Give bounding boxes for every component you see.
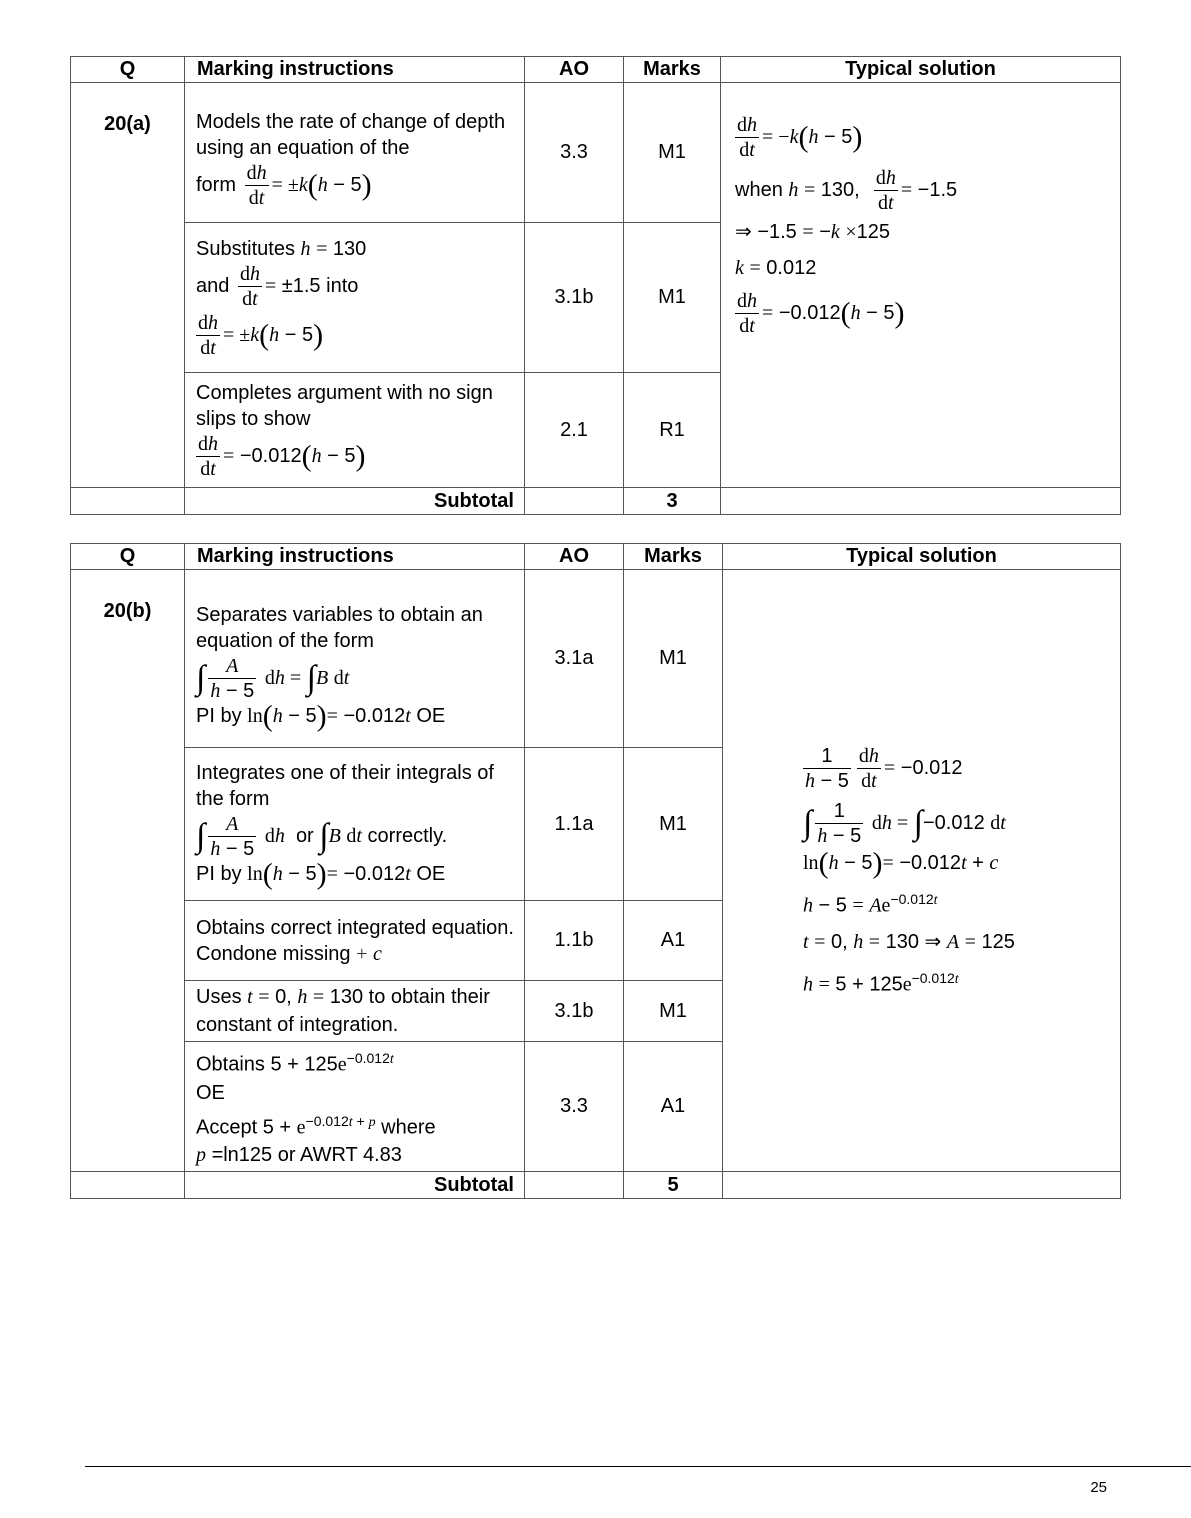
solution-line: ⇒ −1.5 = −k ×125 [735, 221, 891, 243]
instruction-text: Completes argument with no sign slips to show [196, 381, 493, 430]
mark-value: A1 [624, 901, 723, 981]
instruction-text: Separates variables to obtain an equation of the form [196, 603, 483, 652]
solution-text: when [735, 178, 783, 201]
header-marking-instructions: Marking instructions [185, 544, 525, 570]
instruction-text: Obtains [196, 1053, 265, 1076]
subtotal-row [71, 488, 1121, 515]
instruction-text: Condone missing [196, 942, 351, 965]
ao-value: 3.3 [525, 83, 624, 223]
instruction-cell: Obtains $5 + 125e^{-0.012t}$ OE Accept $5 + e^{-0.012t + p}$ where p =ln125 or AWRT 4.83 [185, 1042, 525, 1172]
instruction-text: into [326, 274, 359, 297]
instruction-cell [185, 83, 525, 223]
instruction-text: Obtains correct integrated equation. [196, 916, 514, 939]
solution-line: $h - 5 = Ae^{-0.012t}$ [803, 891, 938, 918]
mark-value: A1 [624, 1042, 723, 1172]
header-q: Q [71, 57, 185, 83]
instruction-text: Substitutes [196, 237, 295, 260]
marking-table-20b [70, 543, 1121, 1199]
instruction-text: to obtain their constant of integration. [196, 986, 490, 1036]
subtotal-value: 3 [624, 488, 721, 515]
instruction-cell: Obtains correct integrated equation. Condone missing + c [185, 901, 525, 981]
empty-cell [525, 488, 624, 515]
subtotal-label: Subtotal [185, 488, 525, 515]
instruction-text: OE [416, 704, 446, 727]
ao-value: 3.3 [525, 1042, 624, 1172]
ao-value: 2.1 [525, 373, 624, 488]
instruction-text: correctly. [367, 824, 448, 847]
typical-solution-cell [723, 570, 1121, 1172]
header-ao: AO [525, 57, 624, 83]
instruction-cell: Completes argument with no sign slips to show $\frac{dh}{dt}$ = −0.012(h − 5) [185, 373, 525, 488]
instruction-cell: Uses t = 0, h = 130 to obtain their constant of integration. [185, 981, 525, 1042]
subtotal-row [71, 1172, 1121, 1199]
instruction-text: OE [196, 1081, 225, 1104]
empty-cell [723, 1172, 1121, 1199]
instruction-text: Accept [196, 1116, 258, 1139]
mark-value: M1 [624, 981, 723, 1042]
empty-cell [721, 488, 1121, 515]
ao-value: 3.1a [525, 570, 624, 748]
instruction-text: Integrates one of their integrals of the form [196, 762, 494, 811]
solution-line: when h = 130, $\frac{dh}{dt}$ = −1.5 [735, 167, 958, 214]
header-typical-solution: Typical solution [723, 544, 1121, 570]
mark-value: R1 [624, 373, 721, 488]
table-row [71, 83, 1121, 223]
solution-line: t = 0, h = 130 ⇒ A = 125 [803, 931, 1015, 954]
table-row [71, 570, 1121, 748]
subtotal-label: Subtotal [185, 1172, 525, 1199]
solution-line: $\frac{1}{h - 5}$ $\frac{dh}{dt}$ = −0.012 [805, 744, 963, 792]
solution-line: $h = 5 + 125e^{-0.012t}$ [803, 970, 959, 996]
typical-solution-cell [721, 83, 1121, 488]
empty-cell [525, 1172, 624, 1199]
instruction-text: Uses [196, 986, 242, 1008]
empty-cell [71, 1172, 185, 1199]
mark-value: M1 [624, 83, 721, 223]
header-q: Q [71, 544, 185, 570]
header-marks: Marks [624, 57, 721, 83]
instruction-text: OE [416, 863, 446, 886]
mark-value: M1 [624, 570, 723, 748]
solution-line: $\frac{dh}{dt}$ = −0.012(h − 5) [737, 290, 905, 337]
instruction-cell: Integrates one of their integrals of the form ∫ $\frac{A}{h - 5}$ dh or ∫B dt correctly. PI by ln(h − 5)= −0.012t OE [185, 748, 525, 901]
question-number: 20(a) [71, 83, 185, 488]
empty-cell [71, 488, 185, 515]
marking-table-20a [70, 56, 1121, 515]
solution-line: $\frac{dh}{dt}$ = −k(h − 5) [737, 114, 863, 161]
header-typical-solution: Typical solution [721, 57, 1121, 83]
subtotal-value: 5 [624, 1172, 723, 1199]
ao-value: 1.1a [525, 748, 624, 901]
instruction-text: form [196, 173, 236, 196]
solution-line: ln(h − 5)= −0.012t + c [803, 846, 999, 880]
header-marking-instructions: Marking instructions [185, 57, 525, 83]
instruction-text: or [295, 824, 314, 847]
instruction-text: =ln125 or AWRT 4.83 [211, 1144, 402, 1167]
table-header-row [71, 57, 1121, 83]
ao-value: 1.1b [525, 901, 624, 981]
instruction-text: where [381, 1116, 436, 1139]
instruction-text: and [196, 274, 230, 297]
instruction-text: PI by [196, 704, 242, 727]
instruction-formula: form $\frac{dh}{dt}$ = ±k(h − 5) [196, 162, 372, 209]
mark-value: M1 [624, 748, 723, 901]
instruction-text: Models the rate of change of depth using an equation of the [196, 111, 506, 159]
solution-line: ∫ $\frac{1}{h - 5}$ dh = ∫−0.012 dt [803, 799, 1006, 847]
instruction-text: PI by [196, 863, 242, 886]
mark-value: M1 [624, 223, 721, 373]
table-header-row [71, 544, 1121, 570]
ao-value: 3.1b [525, 223, 624, 373]
instruction-cell: Substitutes h = 130 and $\frac{dh}{dt}$ = ±1.5 into $\frac{dh}{dt}$ = ±k(h − 5) [185, 223, 525, 373]
solution-line: k = 0.012 [735, 257, 817, 279]
ao-value: 3.1b [525, 981, 624, 1042]
footer-rule [85, 1466, 1191, 1467]
header-marks: Marks [624, 544, 723, 570]
instruction-cell: Separates variables to obtain an equation of the form ∫ $\frac{A}{h - 5}$ dh = ∫B dt PI by ln(h − 5)= −0.012t OE [185, 570, 525, 748]
page-number: 25 [1090, 1479, 1107, 1496]
question-number: 20(b) [71, 570, 185, 1172]
header-ao: AO [525, 544, 624, 570]
